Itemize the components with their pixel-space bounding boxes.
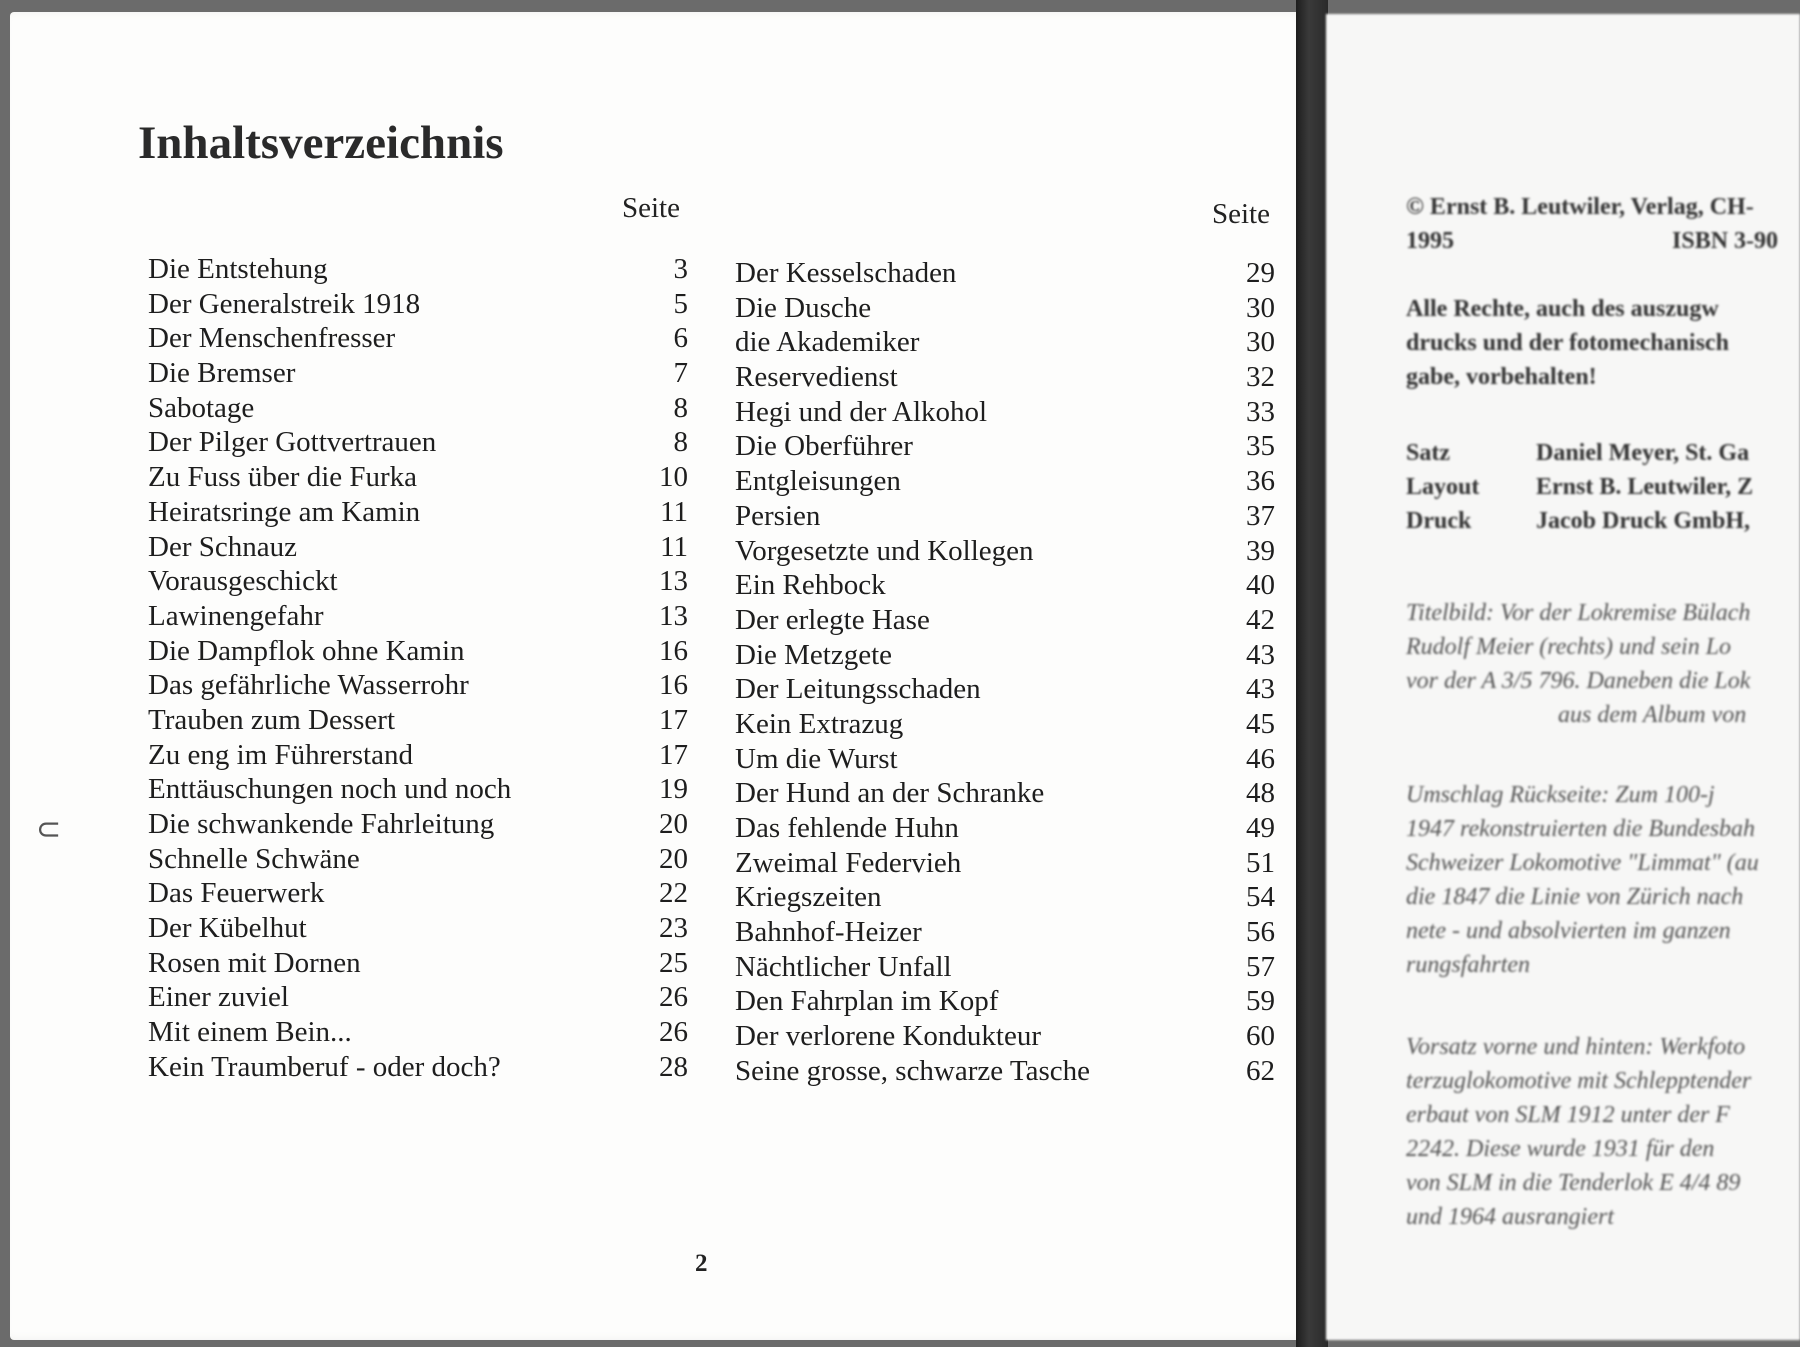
credit-name: Daniel Meyer, St. Ga (1536, 440, 1750, 466)
toc-entry (735, 1019, 1275, 1054)
credit-role: Satz (1406, 440, 1450, 466)
toc-entry (735, 464, 1275, 499)
toc-entry (735, 672, 1275, 707)
toc-entry (735, 395, 1275, 430)
toc-entry (735, 846, 1275, 881)
toc-entry (735, 880, 1275, 915)
toc-entry (735, 776, 1275, 811)
page-title: Inhaltsverzeichnis (138, 117, 504, 169)
toc-entry-page: 30 (1246, 326, 1275, 359)
toc-entry (735, 811, 1275, 846)
toc-entry (148, 807, 688, 842)
umschlag-line: nete - und absolvierten im ganzen (1406, 918, 1731, 944)
toc-entry-page: 16 (659, 634, 688, 667)
vorsatz-line: terzuglokomotive mit Schlepptender (1406, 1068, 1752, 1094)
toc-entry (735, 256, 1275, 291)
toc-entry-page: 20 (659, 808, 688, 840)
toc-entry (148, 946, 688, 981)
toc-entry-page: 10 (659, 461, 688, 494)
umschlag-line: Schweizer Lokomotive "Limmat" (au (1406, 850, 1759, 876)
toc-entry-page: 30 (1246, 291, 1275, 324)
imprint-copyright: © Ernst B. Leutwiler, Verlag, CH- (1406, 194, 1754, 220)
toc-entry (148, 634, 688, 669)
toc-entry-page: 42 (1246, 603, 1275, 636)
toc-entry (148, 599, 688, 634)
toc-entry-title: Ein Rehbock (735, 569, 886, 602)
toc-entry (735, 915, 1275, 950)
toc-entry (735, 429, 1275, 464)
toc-entry-page: 17 (659, 703, 688, 736)
toc-entry-title: Zu eng im Führerstand (148, 738, 413, 771)
seite-label-right: Seite (1212, 198, 1270, 230)
toc-entry-title: Die Oberführer (735, 430, 913, 463)
toc-entry-title: Seine grosse, schwarze Tasche (735, 1054, 1090, 1087)
toc-entry-title: Die Entstehung (148, 253, 328, 285)
toc-entry-title: Um die Wurst (735, 742, 898, 775)
toc-column-right (735, 256, 1275, 1089)
toc-entry-title: Das Feuerwerk (148, 877, 325, 910)
credit-role: Layout (1406, 474, 1480, 500)
toc-entry-title: Den Fahrplan im Kopf (735, 985, 999, 1018)
titelbild-line: aus dem Album von (1558, 702, 1747, 728)
toc-entry-page: 13 (659, 565, 688, 598)
toc-entry-title: Hegi und der Alkohol (735, 395, 988, 428)
toc-entry-title: Kein Traumberuf - oder doch? (148, 1050, 501, 1083)
toc-entry (148, 530, 688, 565)
toc-entry-page: 43 (1246, 673, 1275, 706)
toc-entry-page: 45 (1246, 707, 1275, 740)
toc-entry-page: 32 (1246, 361, 1275, 394)
toc-entry-page: 26 (659, 981, 688, 1014)
umschlag-line: Umschlag Rückseite: Zum 100-j (1406, 782, 1715, 808)
toc-entry-page: 5 (673, 287, 688, 320)
toc-entry (148, 842, 688, 877)
toc-entry-page: 16 (659, 669, 688, 702)
toc-entry-title: Sabotage (148, 391, 255, 424)
toc-entry-title: Nächtlicher Unfall (735, 950, 952, 983)
toc-entry-title: Vorausgeschickt (148, 565, 338, 598)
toc-entry-page: 56 (1246, 916, 1275, 949)
toc-entry (735, 984, 1275, 1019)
imprint-isbn: ISBN 3-90 (1672, 228, 1779, 254)
book-gutter (1296, 0, 1328, 1347)
toc-entry-title: Vorgesetzte und Kollegen (735, 534, 1034, 567)
toc-entry-title: Der Kübelhut (148, 912, 307, 945)
toc-entry-page: 33 (1246, 395, 1275, 428)
toc-entry-title: Das fehlende Huhn (735, 812, 959, 844)
toc-entry-title: Zu Fuss über die Furka (148, 461, 418, 494)
toc-entry (148, 980, 688, 1015)
toc-entry (148, 356, 688, 391)
toc-entry (148, 287, 688, 322)
toc-entry-title: Der Leitungsschaden (735, 673, 981, 706)
toc-entry-title: Mit einem Bein... (148, 1016, 352, 1049)
toc-entry-title: Heiratsringe am Kamin (148, 495, 421, 528)
seite-label-left: Seite (622, 192, 680, 224)
toc-entry (735, 325, 1275, 360)
toc-entry (735, 360, 1275, 395)
titelbild-line: vor der A 3/5 796. Daneben die Lok (1406, 668, 1751, 694)
toc-entry-title: Die Dusche (735, 291, 872, 324)
toc-entry-page: 13 (659, 599, 688, 632)
toc-entry-page: 36 (1246, 465, 1275, 498)
toc-entry (148, 668, 688, 703)
toc-entry-title: Persien (735, 499, 821, 532)
toc-entry-title: Entgleisungen (735, 465, 901, 498)
toc-entry-title: Der Pilger Gottvertrauen (148, 426, 437, 459)
toc-entry-page: 37 (1246, 499, 1275, 532)
toc-entry-title: Der verlorene Kondukteur (735, 1020, 1041, 1053)
toc-entry (148, 1015, 688, 1050)
toc-entry-page: 35 (1246, 430, 1275, 463)
toc-entry-title: Kriegszeiten (735, 881, 882, 914)
toc-entry-title: Einer zuviel (148, 981, 289, 1014)
toc-entry-title: Die schwankende Fahrleitung (148, 808, 495, 840)
toc-entry-page: 23 (659, 912, 688, 945)
toc-entry-page: 20 (659, 842, 688, 875)
credit-name: Jacob Druck GmbH, (1536, 508, 1751, 534)
vorsatz-line: und 1964 ausrangiert (1406, 1204, 1615, 1230)
toc-entry-page: 19 (659, 773, 688, 806)
toc-entry-title: Der Menschenfresser (148, 322, 396, 355)
toc-entry-page: 46 (1246, 742, 1275, 775)
toc-entry-title: Bahnhof-Heizer (735, 916, 922, 949)
toc-entry-page: 29 (1246, 257, 1275, 289)
toc-entry-title: Lawinengefahr (148, 599, 324, 632)
toc-entry-page: 11 (660, 495, 688, 528)
toc-entry (148, 425, 688, 460)
toc-entry-title: Der Schnauz (148, 530, 297, 563)
vorsatz-line: Vorsatz vorne und hinten: Werkfoto (1406, 1034, 1746, 1060)
toc-entry-page: 43 (1246, 638, 1275, 671)
toc-entry-page: 7 (673, 357, 688, 390)
toc-entry-page: 22 (659, 877, 688, 910)
toc-entry (735, 291, 1275, 326)
umschlag-line: die 1847 die Linie von Zürich nach (1406, 884, 1744, 910)
toc-entry-page: 8 (673, 426, 688, 459)
right-page (1326, 14, 1800, 1340)
toc-column-left (148, 252, 688, 1085)
toc-entry (148, 252, 688, 287)
toc-entry-page: 59 (1246, 985, 1275, 1018)
toc-entry (735, 638, 1275, 673)
toc-entry (148, 703, 688, 738)
toc-entry (148, 911, 688, 946)
toc-entry-page: 8 (673, 391, 688, 424)
toc-entry (735, 707, 1275, 742)
toc-entry-title: Trauben zum Dessert (148, 703, 395, 736)
toc-entry-title: Reservedienst (735, 361, 898, 394)
toc-entry (148, 495, 688, 530)
toc-entry-title: Zweimal Federvieh (735, 846, 962, 879)
toc-entry (735, 950, 1275, 985)
toc-entry-page: 40 (1246, 569, 1275, 602)
titelbild-line: Titelbild: Vor der Lokremise Bülach (1406, 600, 1751, 626)
toc-entry (148, 564, 688, 599)
umschlag-line: 1947 rekonstruierten die Bundesbah (1406, 816, 1756, 842)
toc-entry-page: 17 (659, 738, 688, 771)
vorsatz-line: erbaut von SLM 1912 unter der F (1406, 1102, 1730, 1128)
imprint-rights-3: gabe, vorbehalten! (1406, 364, 1597, 390)
binding-clip-mark: ⊂ (36, 812, 62, 847)
toc-entry-page: 49 (1246, 812, 1275, 844)
toc-entry-page: 57 (1246, 950, 1275, 983)
toc-entry-title: Die Bremser (148, 357, 296, 390)
toc-entry-page: 3 (673, 253, 688, 285)
toc-entry-title: Der Kesselschaden (735, 257, 957, 289)
toc-entry-title: die Akademiker (735, 326, 920, 359)
toc-entry (735, 568, 1275, 603)
vorsatz-line: von SLM in die Tenderlok E 4/4 89 (1406, 1170, 1741, 1196)
toc-entry (148, 876, 688, 911)
toc-entry-title: Schnelle Schwäne (148, 842, 360, 875)
toc-entry-page: 62 (1246, 1054, 1275, 1087)
vorsatz-line: 2242. Diese wurde 1931 für den (1406, 1136, 1715, 1162)
imprint-rights-1: Alle Rechte, auch des auszugw (1406, 296, 1719, 322)
toc-entry-title: Kein Extrazug (735, 707, 904, 740)
page-number: 2 (695, 1250, 708, 1277)
credit-name: Ernst B. Leutwiler, Z (1536, 474, 1754, 500)
toc-entry (735, 1054, 1275, 1089)
toc-entry-page: 11 (660, 530, 688, 563)
toc-entry-title: Der Generalstreik 1918 (148, 287, 421, 320)
toc-entry-title: Die Metzgete (735, 638, 893, 671)
toc-entry-page: 39 (1246, 534, 1275, 567)
toc-entry (148, 738, 688, 773)
credit-role: Druck (1406, 508, 1472, 534)
toc-entry (735, 603, 1275, 638)
toc-entry (735, 742, 1275, 777)
toc-entry-page: 26 (659, 1016, 688, 1049)
toc-entry-title: Der Hund an der Schranke (735, 777, 1045, 810)
toc-entry-page: 60 (1246, 1020, 1275, 1053)
toc-entry (735, 534, 1275, 569)
toc-entry (148, 772, 688, 807)
toc-entry (148, 1050, 688, 1085)
toc-entry (148, 460, 688, 495)
imprint-rights-2: drucks und der fotomechanisch (1406, 330, 1729, 356)
toc-entry-page: 48 (1246, 777, 1275, 810)
imprint-year: 1995 (1406, 228, 1454, 254)
titelbild-line: Rudolf Meier (rechts) und sein Lo (1406, 634, 1732, 660)
toc-entry-page: 25 (659, 946, 688, 979)
toc-entry-title: Der erlegte Hase (735, 603, 930, 636)
toc-entry-title: Enttäuschungen noch und noch (148, 773, 512, 806)
toc-entry-page: 6 (673, 322, 688, 355)
toc-entry-title: Rosen mit Dornen (148, 946, 361, 979)
toc-entry-page: 54 (1246, 881, 1275, 914)
left-page (10, 12, 1306, 1340)
toc-entry (735, 499, 1275, 534)
umschlag-line: rungsfahrten (1406, 952, 1531, 978)
toc-entry-page: 28 (659, 1050, 688, 1083)
toc-entry-title: Die Dampflok ohne Kamin (148, 634, 465, 667)
toc-entry-page: 51 (1246, 846, 1275, 879)
toc-entry-title: Das gefährliche Wasserrohr (148, 669, 469, 702)
toc-entry (148, 321, 688, 356)
toc-entry (148, 391, 688, 426)
